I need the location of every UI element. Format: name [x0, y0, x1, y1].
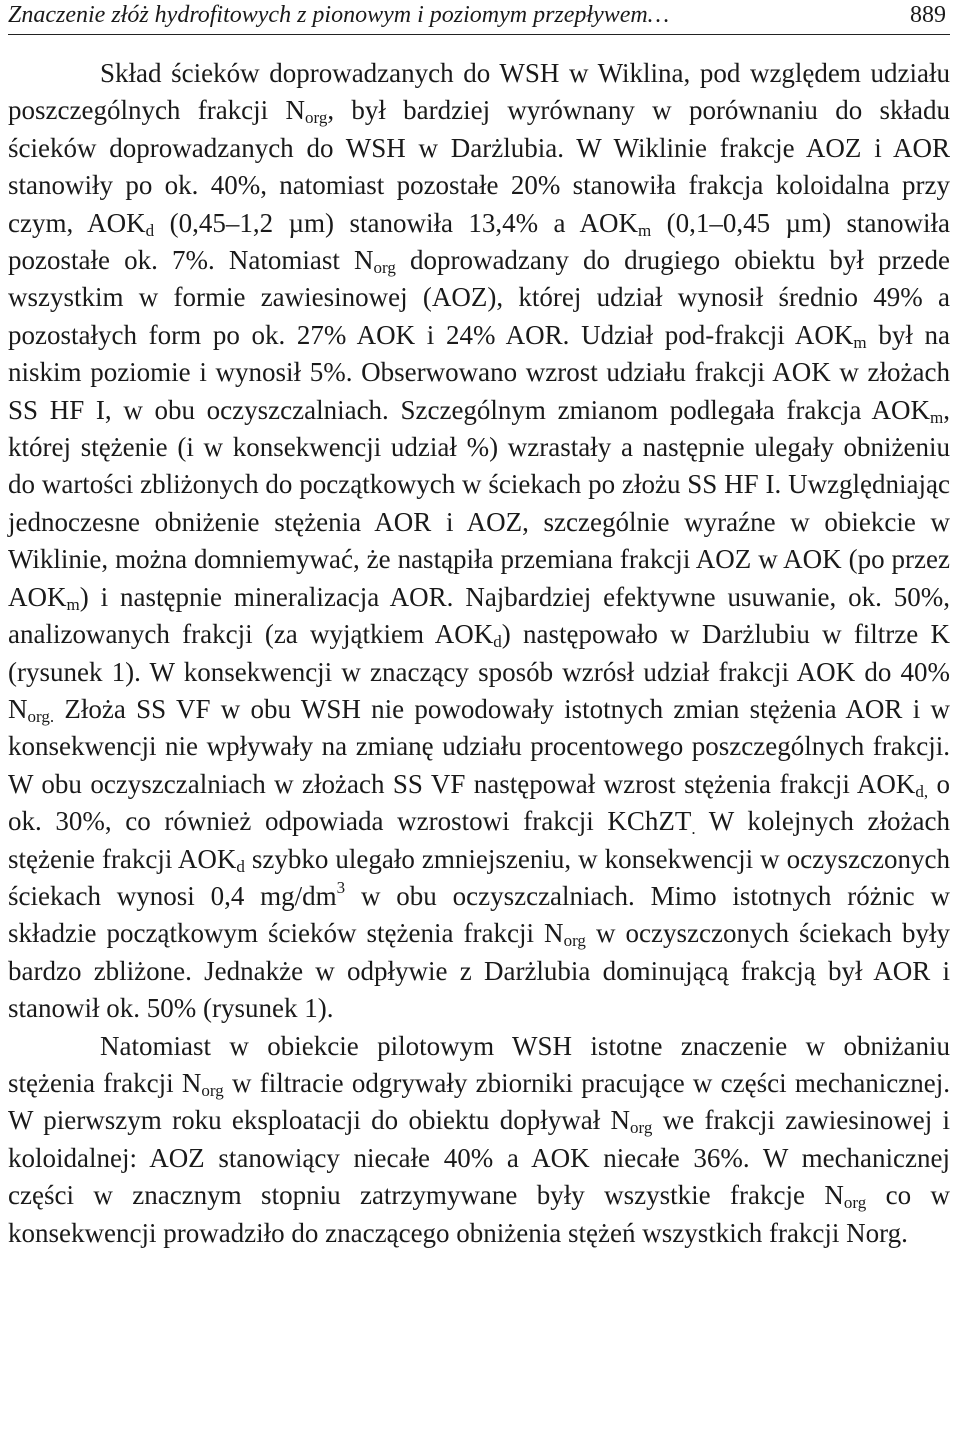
- subscript: m: [637, 220, 652, 240]
- text-run: W kolejnych złożach stężenie frakcji AOK: [8, 806, 950, 874]
- paragraph: [8, 1028, 950, 1252]
- text-run: (0,45–1,2 µm) stanowiła 13,4% a AOK: [154, 207, 638, 238]
- paragraph: [8, 55, 950, 1028]
- text-run: , której stężenie (i w konsekwencji udział %) wzrastały a następnie ulegały obniżeniu do wartości zbliżonych do początkowych w ściekach po złożu SS HF I. Uwzględniając jednoczesne obniżenie stężenia AOR i AOZ, szczególnie wyraźne w obiekcie w Wiklinie, można domniemywać, że nastąpiła przemiana frakcji AOZ w AOK (po przez AOK: [8, 394, 950, 612]
- page-number: 889: [910, 2, 946, 28]
- subscript: d: [493, 632, 502, 652]
- text-run: o ok. 30%, co również odpowiada wzrostowi frakcji KChZT: [8, 768, 950, 837]
- text-run: Skład ścieków doprowadzanych do WSH w Wiklina, pod względem udziału poszczególnych frakcji N: [8, 58, 950, 126]
- subscript: org: [201, 1080, 224, 1100]
- text-run: co w konsekwencji prowadziło do znaczącego obniżenia stężeń wszystkich frakcji Norg.: [8, 1180, 950, 1248]
- text-run: (0,1–0,45 µm) stanowiła pozostałe ok. 7%. Natomiast N: [8, 207, 950, 276]
- superscript: 3: [336, 877, 346, 897]
- text-run: we frakcji zawiesinowej i koloidalnej: AOZ stanowiący niecałe 40% a AOK niecałe 36%. W mechanicznej części w znacznym stopniu zatrzymywane były wszystkie frakcje N: [8, 1105, 950, 1211]
- subscript: d,: [915, 781, 929, 801]
- body-text: [8, 55, 950, 1252]
- subscript: m: [66, 594, 80, 614]
- text-run: w obu oczyszczalniach. Mimo istotnych różnic w składzie początkowym ścieków stężenia frakcji N: [8, 880, 950, 949]
- running-header: [8, 0, 950, 35]
- subscript: m: [930, 407, 944, 427]
- text-run: szybko ulegało zmniejszeniu, w konsekwencji w oczyszczonych ściekach wynosi 0,4 mg/dm: [8, 843, 950, 911]
- text-run: Natomiast w obiekcie pilotowym WSH istotne znaczenie w obniżaniu stężenia frakcji N: [8, 1030, 950, 1098]
- text-run: w filtracie odgrywały zbiorniki pracujące w części mechanicznej. W pierwszym roku eksploatacji do obiektu dopływał N: [8, 1067, 951, 1136]
- running-title: Znaczenie złóż hydrofitowych z pionowym i poziomym przepływem…: [8, 2, 670, 28]
- text-run: Złoża SS VF w obu WSH nie powodowały istotnych zmian stężenia AOR i w konsekwencji nie wpływały na zmianę udziału procentowego poszczególnych frakcji. W obu oczyszczalniach w złożach SS VF następował wzrost stężenia frakcji AOK: [8, 693, 950, 799]
- subscript: org: [563, 931, 586, 951]
- subscript: d: [145, 220, 155, 240]
- subscript: org: [843, 1193, 867, 1213]
- subscript: m: [853, 332, 867, 352]
- subscript: org: [373, 258, 396, 278]
- subscript: org: [630, 1118, 653, 1138]
- text-run: ) następowało w Darżlubiu w filtrze K (rysunek 1). W konsekwencji w znaczący sposób wzrósł udział frakcji AOK do 40% N: [8, 619, 950, 724]
- subscript: org.: [27, 706, 55, 726]
- subscript: d: [236, 856, 245, 876]
- subscript: org: [304, 108, 328, 128]
- text-run: ) i następnie mineralizacja AOR. Najbardziej efektywne usuwanie, ok. 50%, analizowanych frakcji (za wyjątkiem AOK: [8, 581, 950, 650]
- subscript: .: [691, 819, 696, 839]
- text-run: był na niskim poziomie i wynosił 5%. Obserwowano wzrost udziału frakcji AOK w złożach SS HF I, w obu oczyszczalniach. Szczególnym zmianom podlegała frakcja AOK: [8, 319, 950, 425]
- text-run: , był bardziej wyrównany w porównaniu do składu ścieków doprowadzanych do WSH w Darżlubia. W Wiklinie frakcje AOZ i AOR stanowiły po ok. 40%, natomiast pozostałe 20% stanowiła frakcja koloidalna przy czym, AOK: [8, 95, 950, 238]
- text-run: w oczyszczonych ściekach były bardzo zbliżone. Jednakże w odpływie z Darżlubia dominującą frakcją był AOR i stanowił ok. 50% (rysunek 1).: [8, 918, 950, 1024]
- text-run: doprowadzany do drugiego obiektu był przede wszystkim w formie zawiesinowej (AOZ), której udział wynosił średnio 49% a pozostałych form po ok. 27% AOK i 24% AOR. Udział pod-frakcji AOK: [8, 245, 950, 350]
